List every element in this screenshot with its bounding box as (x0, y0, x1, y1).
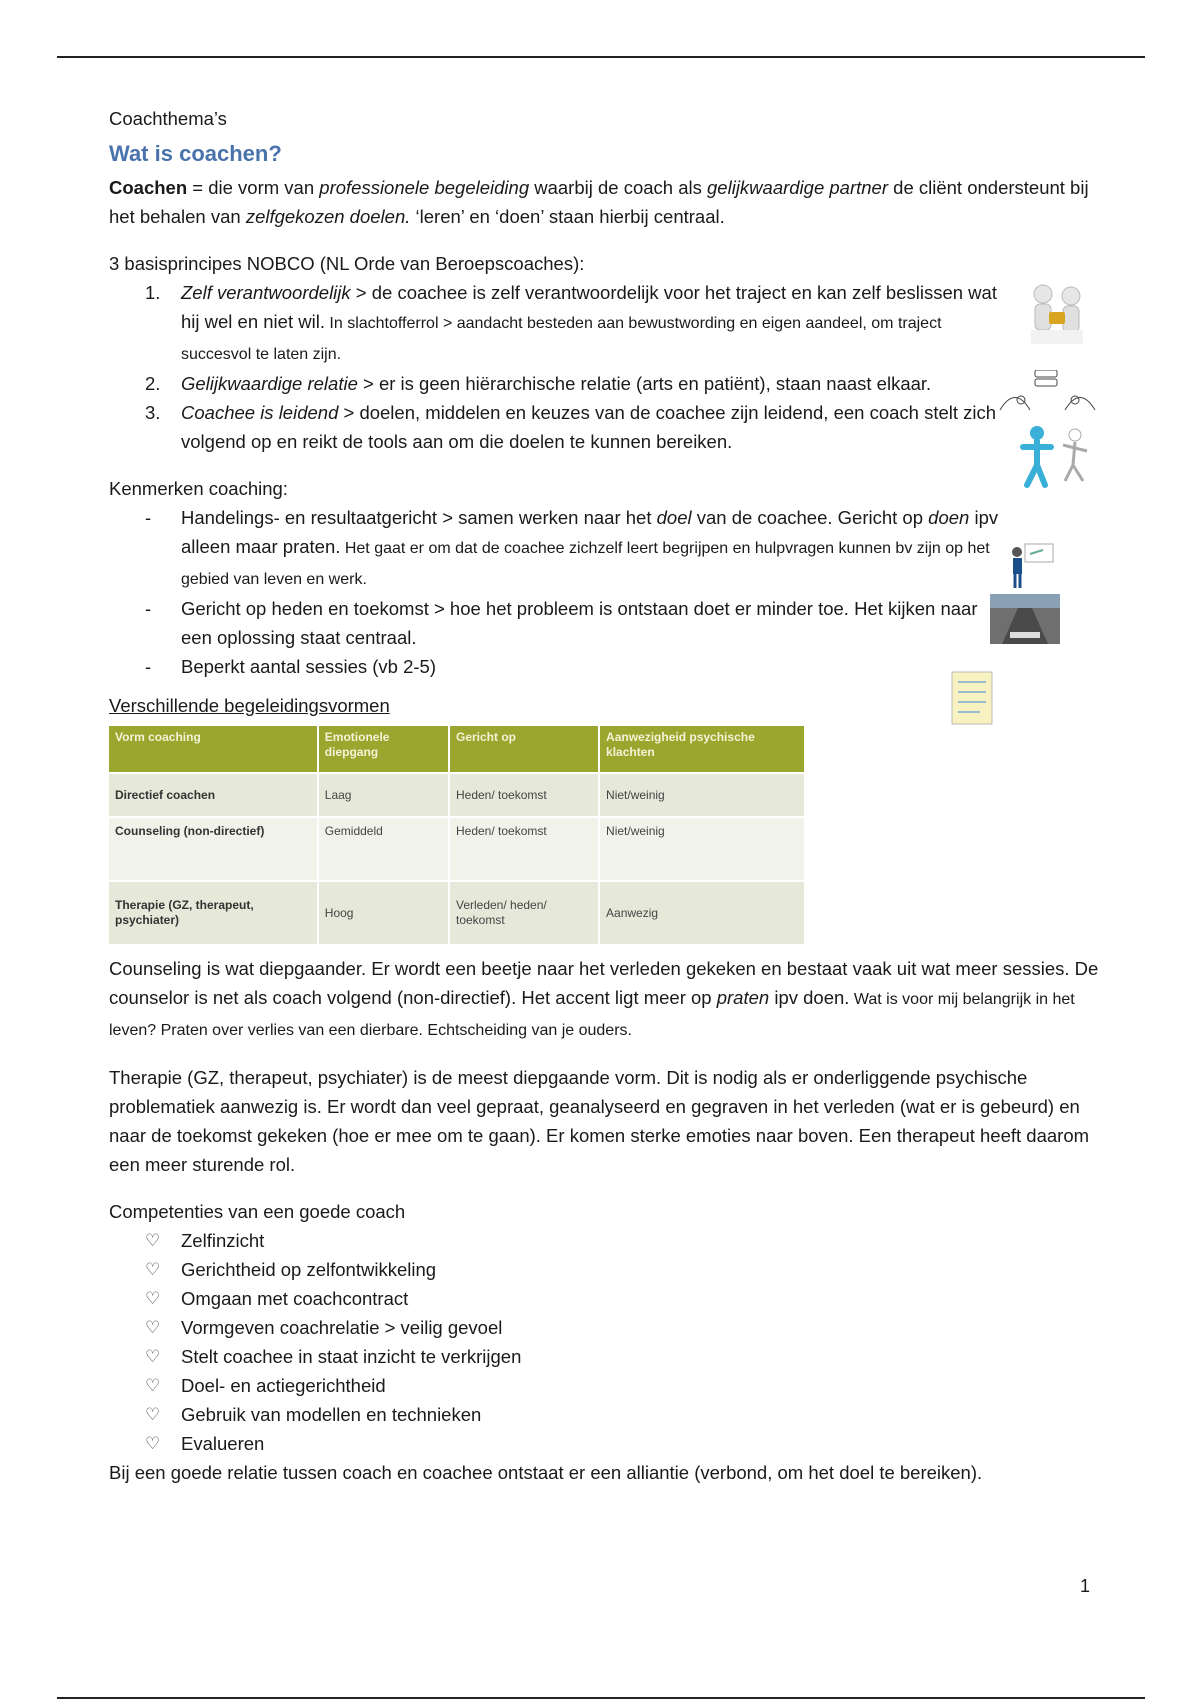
kenmerk-italic: doen (928, 507, 970, 528)
counseling-note: Wat is voor mij belangrijk in het leven? Praten over verlies van een dierbare. Echtscheiding van je ouders. (109, 991, 1075, 1039)
table-cell: Aanwezig (599, 881, 805, 944)
principle-text: > doelen, middelen en keuzes van de coachee zijn leidend, een coach stelt zich volgend op en reikt de tools aan om die doelen te kunnen bereiken. (181, 402, 997, 452)
table-cell: Niet/weinig (599, 817, 805, 881)
table-cell: Laag (318, 773, 449, 817)
list-item (109, 594, 1099, 652)
leading-figures-icon (1015, 425, 1095, 491)
list-dash: - (145, 507, 152, 528)
list-item (109, 1371, 1099, 1400)
closing-paragraph: Bij een goede relatie tussen coach en coachee ontstaat er een alliantie (verbond, om het doel te bereiken). (109, 1462, 983, 1483)
competentie-text: Evalueren (181, 1433, 265, 1454)
kenmerken-intro: Kenmerken coaching: (109, 478, 288, 499)
principle-text: > er is geen hiërarchische relatie (arts en patiënt), staan naast elkaar. (357, 373, 932, 394)
competentie-text: Omgaan met coachcontract (181, 1288, 409, 1309)
competentie-text: Zelfinzicht (181, 1230, 265, 1251)
principle-term: Coachee is leidend (181, 402, 339, 423)
list-number: 2. (145, 373, 161, 394)
table-row (109, 817, 805, 881)
definition-paragraph (109, 173, 1099, 231)
definition-italic-1: professionele begeleiding (319, 177, 530, 198)
definition-text-2: waarbij de coach als (529, 177, 708, 198)
competenties-intro: Competenties van een goede coach (109, 1201, 406, 1222)
document-title: Coachthema’s (109, 108, 227, 129)
table-header-row (109, 726, 805, 773)
competentie-text: Vormgeven coachrelatie > veilig gevoel (181, 1317, 503, 1338)
table-cell: Therapie (GZ, therapeut, psychiater) (109, 881, 318, 944)
table-title: Verschillende begeleidingsvormen (109, 695, 390, 716)
table-cell: Gemiddeld (318, 817, 449, 881)
list-item (109, 1284, 1099, 1313)
competentie-text: Doel- en actiegerichtheid (181, 1375, 386, 1396)
definition-italic-2: gelijkwaardige partner (707, 177, 889, 198)
list-number: 3. (145, 402, 161, 423)
kenmerk-text: van de coachee. Gericht op (691, 507, 929, 528)
top-rule (57, 56, 1145, 58)
heart-icon: ♡ (145, 1289, 161, 1308)
section-heading: Wat is coachen? (109, 141, 282, 166)
people-handshake-icon (1025, 282, 1089, 352)
list-item (109, 1429, 1099, 1458)
principle-term: Gelijkwaardige relatie (181, 373, 358, 394)
kenmerk-italic: doel (656, 507, 692, 528)
table-row (109, 881, 805, 944)
list-item (109, 1226, 1099, 1255)
kenmerken-list (109, 503, 1099, 681)
heart-icon: ♡ (145, 1434, 161, 1453)
competentie-text: Gebruik van modellen en technieken (181, 1404, 482, 1425)
counseling-italic: praten (716, 987, 770, 1008)
list-item (109, 1313, 1099, 1342)
counseling-paragraph (109, 954, 1099, 1045)
list-item (109, 398, 1099, 456)
definition-text-3: de cliënt ondersteunt bij het behalen van (109, 177, 1089, 227)
competentie-text: Stelt coachee in staat inzicht te verkrijgen (181, 1346, 522, 1367)
heart-icon: ♡ (145, 1260, 161, 1279)
document-body (109, 104, 1099, 1487)
table-cell: Niet/weinig (599, 773, 805, 817)
list-item (109, 1255, 1099, 1284)
principles-list (109, 278, 1099, 456)
table-header: Aanwezigheid psychische klachten (599, 726, 805, 773)
heart-icon: ♡ (145, 1347, 161, 1366)
heart-icon: ♡ (145, 1405, 161, 1424)
list-item (109, 1400, 1099, 1429)
definition-text-1: = die vorm van (187, 177, 320, 198)
people-side-by-side-icon (995, 370, 1100, 420)
competentie-text: Gerichtheid op zelfontwikkeling (181, 1259, 437, 1280)
principle-text: > de coachee is zelf verantwoordelijk voor het traject en kan zelf beslissen wat hij wel en niet wil. (181, 282, 997, 332)
kenmerk-text: ipv alleen maar praten. (181, 507, 999, 557)
list-number: 1. (145, 282, 161, 303)
table-cell: Heden/ toekomst (449, 773, 599, 817)
table-cell: Directief coachen (109, 773, 318, 817)
presenter-icon (1005, 540, 1055, 590)
kenmerk-note: Het gaat er om dat de coachee zichzelf leert begrijpen en hulpvragen kunnen bv zijn op het gebied van leven en werk. (181, 540, 990, 588)
list-dash: - (145, 656, 152, 677)
heart-icon: ♡ (145, 1318, 161, 1337)
definition-italic-3: zelfgekozen doelen. (245, 206, 411, 227)
bottom-rule (57, 1697, 1145, 1699)
kenmerk-text: Handelings- en resultaatgericht > samen werken naar het (181, 507, 657, 528)
table-cell: Counseling (non-directief) (109, 817, 318, 881)
notes-board-icon (950, 668, 996, 726)
definition-text-4: ‘leren’ en ‘doen’ staan hierbij centraal. (410, 206, 725, 227)
therapie-paragraph: Therapie (GZ, therapeut, psychiater) is de meest diepgaande vorm. Dit is nodig als er onderliggende psychische problematiek aanwezig is. Er wordt dan veel gepraat, geanalyseerd en gegraven in het verleden (wat er is gebeurd) en naar de toekomst gekeken (hoe er mee om te gaan). Er komen sterke emoties naar boven. Een therapeut heeft daarom een meer sturende rol. (109, 1067, 1090, 1175)
heart-icon: ♡ (145, 1376, 161, 1395)
table-cell: Heden/ toekomst (449, 817, 599, 881)
list-dash: - (145, 598, 152, 619)
list-item (109, 369, 1099, 398)
kenmerk-text: Gericht op heden en toekomst > hoe het probleem is ontstaan doet er minder toe. Het kijken naar een oplossing staat centraal. (181, 598, 978, 648)
list-item (109, 1342, 1099, 1371)
road-future-image (990, 594, 1060, 644)
heart-icon: ♡ (145, 1231, 161, 1250)
table-cell: Hoog (318, 881, 449, 944)
kenmerk-text: Beperkt aantal sessies (vb 2-5) (181, 656, 437, 677)
counseling-text: ipv doen. (769, 987, 850, 1008)
table-header: Emotionele diepgang (318, 726, 449, 773)
table-row (109, 773, 805, 817)
competenties-list (109, 1226, 1099, 1458)
list-item (109, 278, 1099, 369)
principle-note: In slachtofferrol > aandacht besteden aan bewustwording en eigen aandeel, om traject succesvol te laten zijn. (181, 315, 942, 363)
table-cell: Verleden/ heden/ toekomst (449, 881, 599, 944)
counseling-text: Counseling is wat diepgaander. Er wordt een beetje naar het verleden gekeken en bestaat vaak uit wat meer sessies. De counselor is net als coach volgend (non-directief). Het accent ligt meer op (109, 958, 1099, 1008)
principles-intro: 3 basisprincipes NOBCO (NL Orde van Beroepscoaches): (109, 253, 585, 274)
table-header: Vorm coaching (109, 726, 318, 773)
table-header: Gericht op (449, 726, 599, 773)
list-item (109, 503, 1099, 594)
definition-term: Coachen (109, 177, 188, 198)
principle-term: Zelf verantwoordelijk (181, 282, 351, 303)
begeleidingsvormen-table (109, 726, 806, 944)
page-number: 1 (1079, 1576, 1090, 1596)
